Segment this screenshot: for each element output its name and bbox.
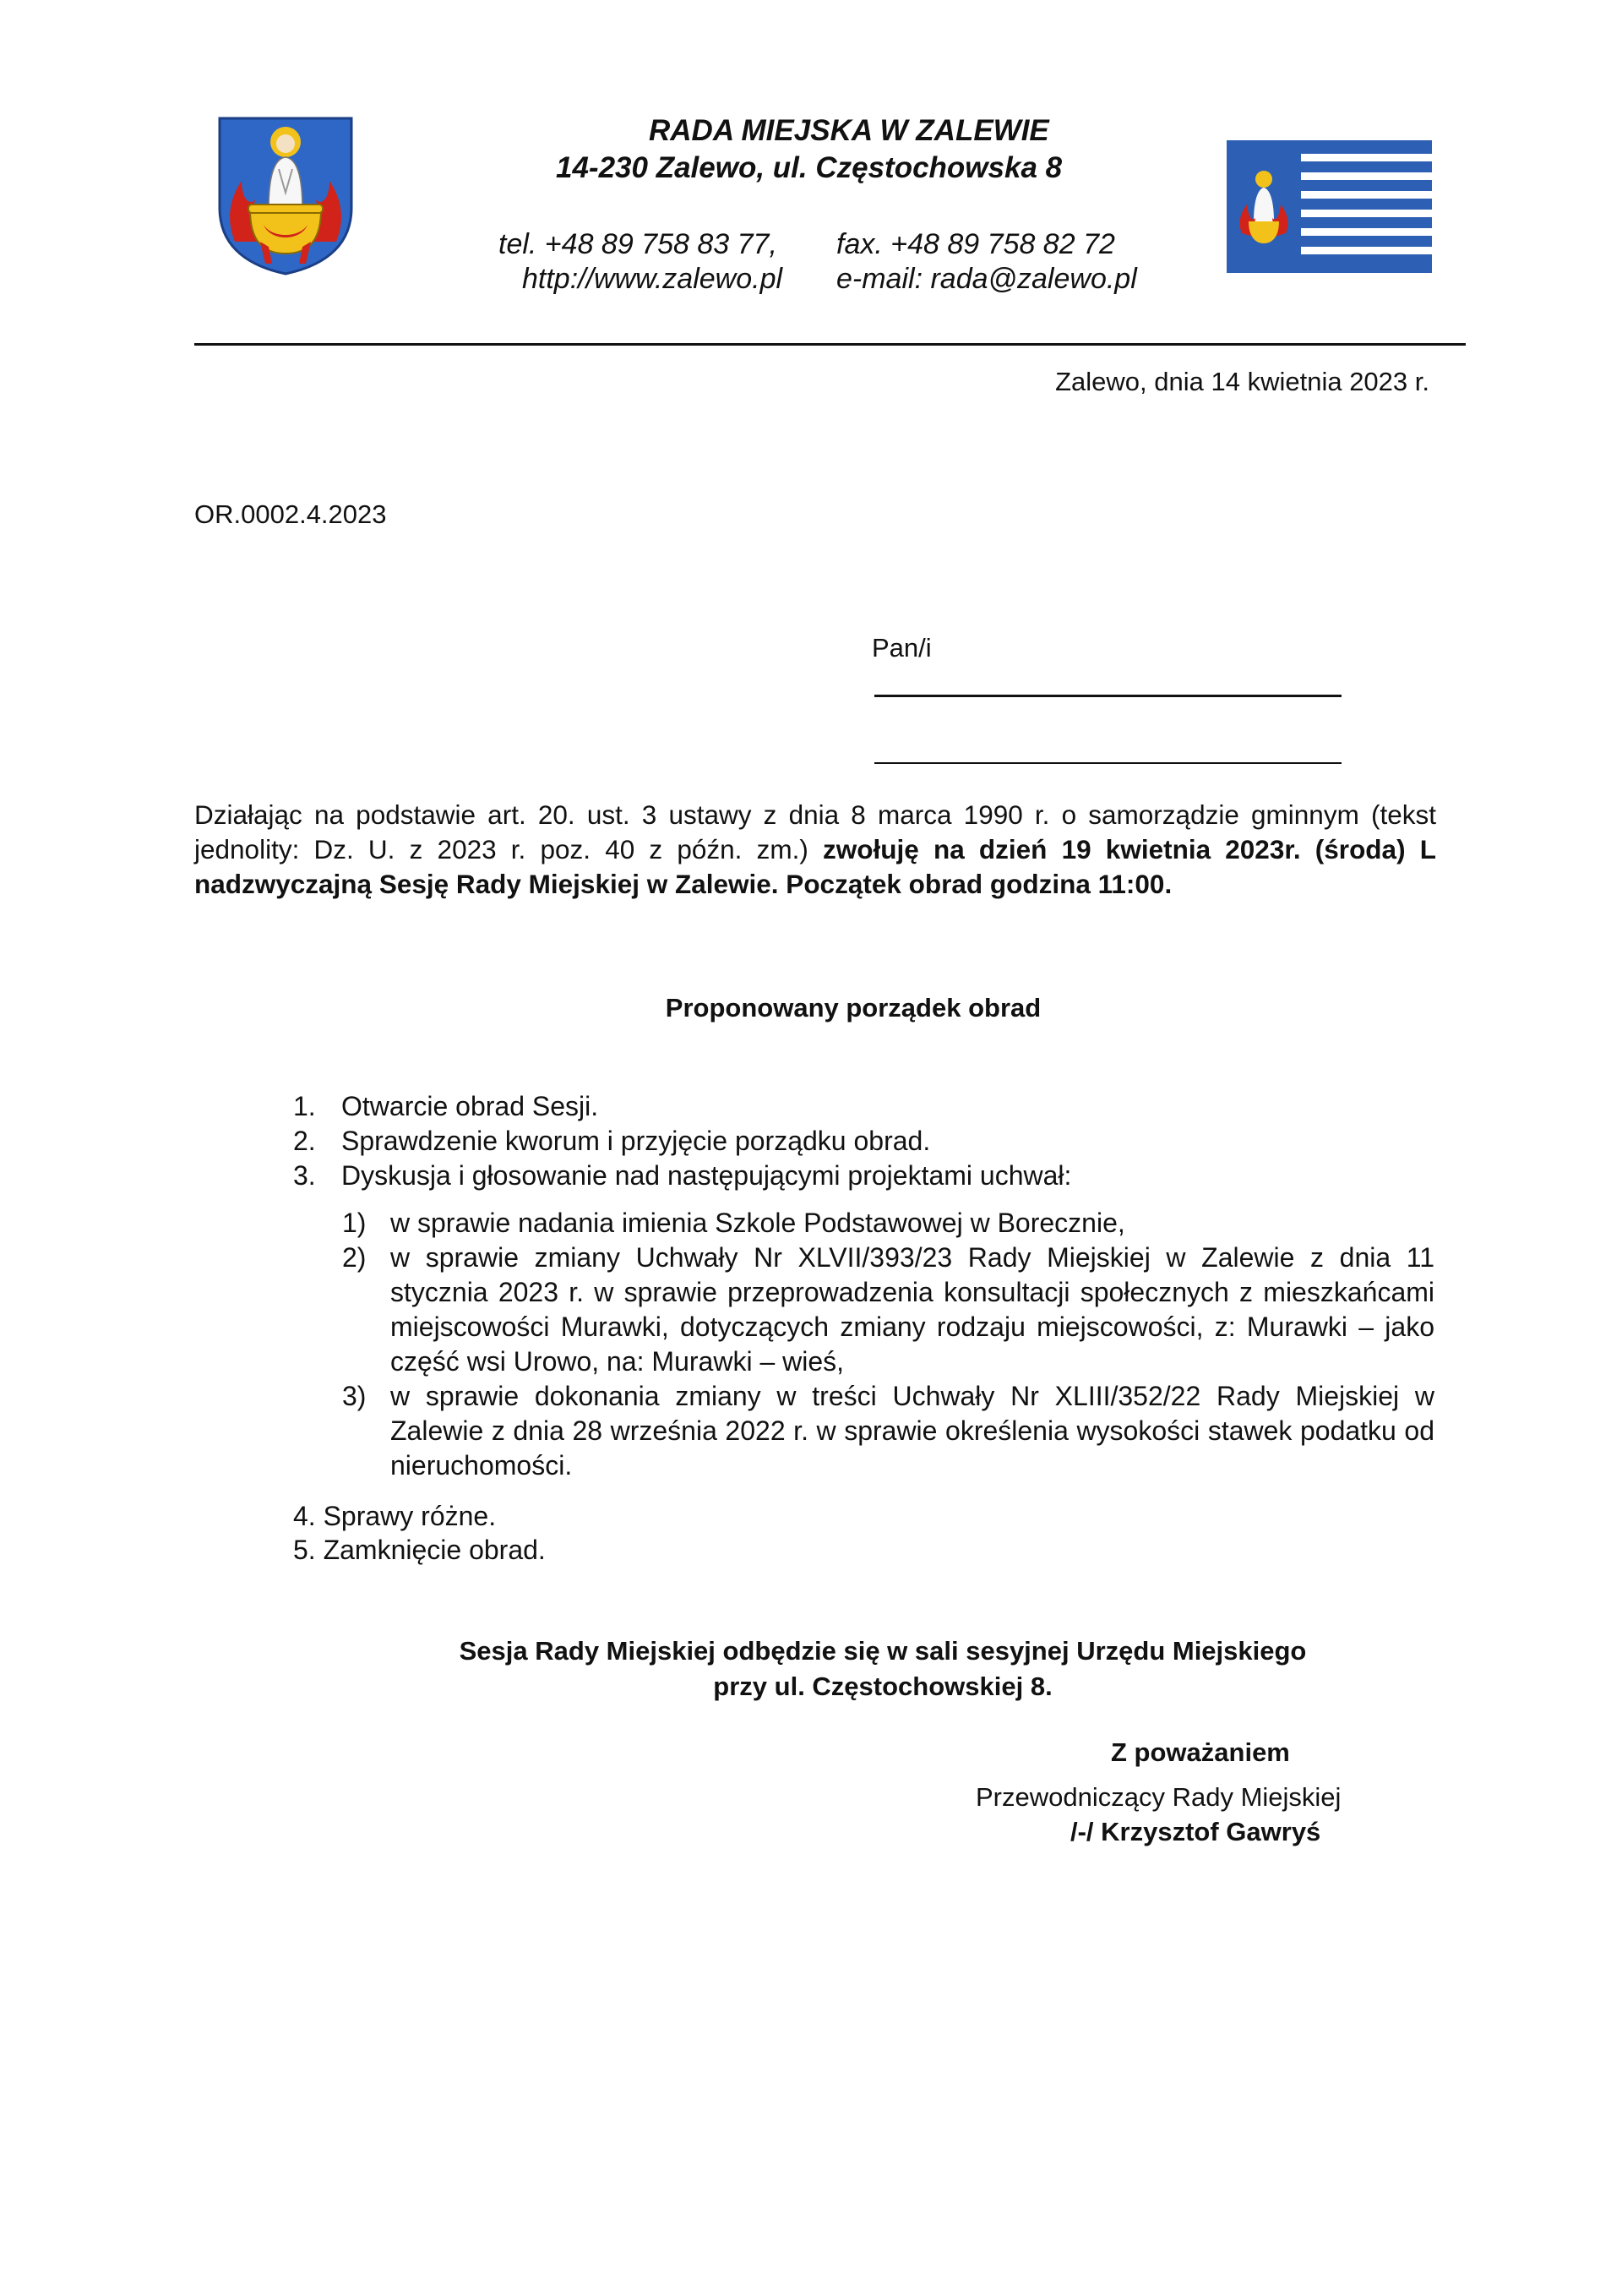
website-link[interactable]: http://www.zalewo.pl (522, 263, 783, 295)
phone-number: tel. +48 89 758 83 77, (498, 228, 777, 260)
council-address: 14-230 Zalewo, ul. Częstochowska 8 (556, 151, 1063, 184)
agenda-item: 4. Sprawy różne. (293, 1501, 497, 1531)
intro-text: Działając na podstawie art. 20. ust. 3 ustawy z dnia 8 marca 1990 r. o samorządzie gminnym (tekst jednolity: Dz. U. z 2023 r. poz. 40 z późn. zm.) (194, 799, 1436, 864)
coat-of-arms-logo (216, 115, 355, 275)
addressee-line-1 (874, 695, 1342, 697)
header-divider (194, 343, 1466, 346)
intro-paragraph (194, 798, 1436, 902)
agenda-item: 5. Zamknięcie obrad. (293, 1535, 546, 1565)
resolution-item-number: 3) (342, 1381, 367, 1411)
agenda-item: Sprawdzenie kworum i przyjęcie porządku obrad. (341, 1126, 931, 1156)
resolution-item (342, 1379, 1434, 1483)
resolution-item-number: 2) (342, 1242, 367, 1273)
intro-summons: zwołuję na dzień 19 kwietnia 2023r. (środa) L nadzwyczajną Sesję Rady Miejskiej w Zalewie. Początek obrad godzina 11:00. (194, 834, 1436, 899)
agenda-item: Otwarcie obrad Sesji. (341, 1091, 599, 1121)
resolution-item (342, 1206, 1434, 1241)
resolution-item-text: w sprawie dokonania zmiany w treści Uchwały Nr XLIII/352/22 Rady Miejskiej w Zalewie z dnia 28 września 2022 r. w sprawie określenia wysokości stawek podatku od nieruchomości. (390, 1381, 1434, 1481)
agenda-item: Dyskusja i głosowanie nad następującymi projektami uchwał: (341, 1160, 1072, 1191)
location-note-line-1: Sesja Rady Miejskiej odbędzie się w sali sesyjnej Urzędu Miejskiego (459, 1636, 1307, 1666)
resolution-item (342, 1241, 1434, 1379)
addressee-line-2 (874, 762, 1342, 764)
resolution-item-text: w sprawie zmiany Uchwały Nr XLVII/393/23 Rady Miejskiej w Zalewie z dnia 11 stycznia 2023 r. w sprawie przeprowadzenia konsultacji społecznych z mieszkańcami miejscowości Murawki, dotyczących zmiany rodzaju miejscowości, z: Murawki – jako część wsi Urowo, na: Murawki – wieś, (390, 1242, 1434, 1377)
addressee-salutation: Pan/i (872, 633, 932, 663)
council-name: RADA MIEJSKA W ZALEWIE (649, 114, 1049, 147)
agenda-item-number: 3. (293, 1160, 316, 1191)
reference-number: OR.0002.4.2023 (194, 499, 387, 529)
email-link[interactable]: e-mail: rada@zalewo.pl (836, 263, 1137, 295)
document-date: Zalewo, dnia 14 kwietnia 2023 r. (1055, 367, 1429, 396)
agenda-title: Proponowany porządek obrad (665, 993, 1042, 1023)
municipal-flag-logo (1227, 140, 1432, 273)
resolution-item-text: w sprawie nadania imienia Szkole Podstawowej w Borecznie, (390, 1208, 1125, 1238)
location-note-line-2: przy ul. Częstochowskiej 8. (713, 1672, 1053, 1701)
signature: /-/ Krzysztof Gawryś (1070, 1817, 1321, 1846)
resolution-item-number: 1) (342, 1208, 367, 1238)
agenda-item-number: 1. (293, 1091, 316, 1121)
closing-greeting: Z poważaniem (1111, 1737, 1290, 1767)
signatory-role: Przewodniczący Rady Miejskiej (976, 1782, 1342, 1812)
fax-number: fax. +48 89 758 82 72 (836, 228, 1115, 260)
agenda-item-number: 2. (293, 1126, 316, 1156)
